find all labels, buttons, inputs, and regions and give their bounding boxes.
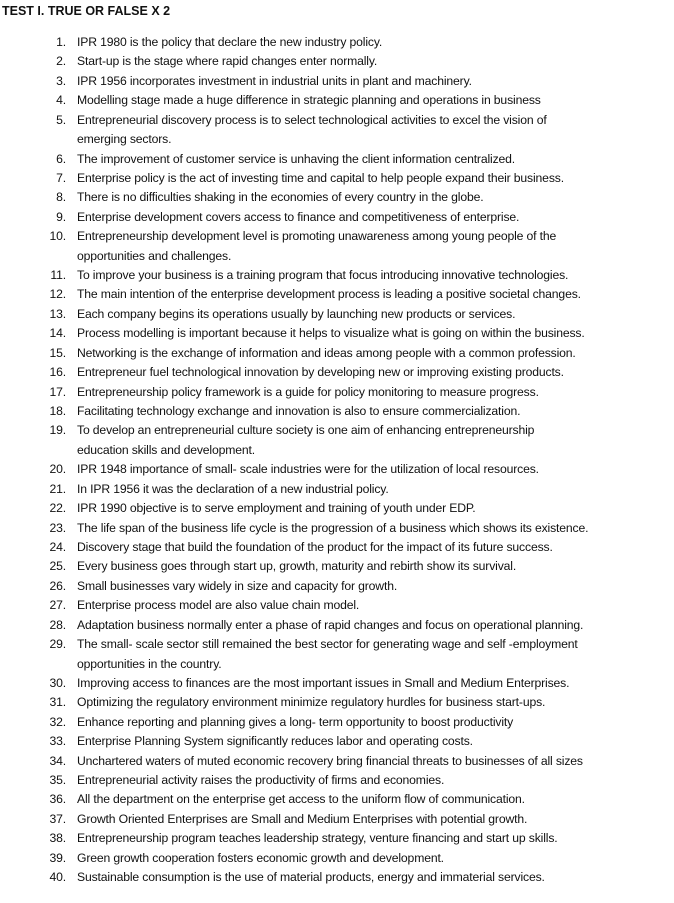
question-text: All the department on the enterprise get access to the uniform flow of communication. [77,792,525,807]
question-item [0,538,674,557]
question-item [0,868,674,887]
question-number: 10. [49,229,66,244]
question-number: 38. [49,831,66,846]
question-item [0,616,674,635]
question-text-continuation: opportunities and challenges. [77,248,232,263]
question-text: Facilitating technology exchange and innovation is also to ensure commercialization. [77,404,521,419]
question-text: Start-up is the stage where rapid changes enter normally. [77,54,378,69]
question-text: There is no difficulties shaking in the economies of every country in the globe. [77,190,484,205]
question-number: 8. [56,190,66,205]
question-number: 22. [49,501,66,516]
question-text: The improvement of customer service is unhaving the client information centralized. [77,151,516,166]
question-item [0,150,674,169]
question-item [0,810,674,829]
question-text: Enterprise policy is the act of investing time and capital to help people expand their business. [77,170,564,185]
question-number: 12. [49,287,66,302]
question-number: 2. [56,54,66,69]
question-number: 31. [49,695,66,710]
question-item [0,305,674,324]
question-item [0,557,674,576]
question-text: Process modelling is important because it helps to visualize what is going on within the business. [77,326,585,341]
question-item [0,266,674,285]
question-text-continuation: education skills and development. [77,442,255,457]
question-text: Modelling stage made a huge difference in strategic planning and operations in business [77,93,541,108]
question-item [0,33,674,52]
question-text: IPR 1956 incorporates investment in industrial units in plant and machinery. [77,73,472,88]
question-item [0,208,674,227]
question-item [0,72,674,91]
question-text: Each company begins its operations usually by launching new products or services. [77,306,516,321]
question-number: 33. [49,734,66,749]
question-item [0,344,674,363]
question-item [0,383,674,402]
question-item [0,829,674,848]
question-number: 9. [56,209,66,224]
question-text: IPR 1980 is the policy that declare the new industry policy. [77,35,383,49]
question-text: Networking is the exchange of information and ideas among people with a common profession. [77,345,576,360]
question-text: Adaptation business normally enter a phase of rapid changes and focus on operational planning. [77,617,584,632]
question-number: 5. [56,112,66,127]
question-text: Entrepreneurial discovery process is to select technological activities to excel the vision of [77,112,547,127]
question-text: Unchartered waters of muted economic recovery bring financial threats to businesses of all sizes [77,753,583,768]
question-item [0,480,674,499]
question-number: 36. [49,792,66,807]
question-text-continuation: emerging sectors. [77,132,172,147]
question-number: 18. [49,404,66,419]
question-text: Enterprise development covers access to finance and competitiveness of enterprise. [77,209,520,224]
question-text: The life span of the business life cycle is the progression of a business which shows its existence. [77,520,589,535]
question-item [0,111,674,150]
question-number: 40. [49,870,66,885]
question-item [0,499,674,518]
question-number: 29. [49,637,66,652]
question-number: 27. [49,598,66,613]
question-number: 39. [49,850,66,865]
question-text: Entrepreneurship program teaches leadership strategy, venture financing and start up skills. [77,831,558,846]
question-text: Optimizing the regulatory environment minimize regulatory hurdles for business start-ups. [77,695,546,710]
question-number: 4. [56,93,66,108]
question-item [0,188,674,207]
question-text: The main intention of the enterprise development process is leading a positive societal changes. [77,287,581,302]
question-item [0,713,674,732]
question-number: 1. [56,35,66,49]
test-heading: TEST I. TRUE OR FALSE X 2 [2,4,171,18]
question-item [0,227,674,266]
question-item [0,635,674,674]
question-number: 14. [49,326,66,341]
question-text: Enhance reporting and planning gives a long- term opportunity to boost productivity [77,714,514,729]
question-item [0,849,674,868]
question-list [0,33,674,888]
question-item [0,460,674,479]
question-text: Every business goes through start up, growth, maturity and rebirth show its survival. [77,559,517,574]
question-number: 16. [49,365,66,380]
question-number: 35. [49,773,66,788]
question-text: Entrepreneurial activity raises the productivity of firms and economies. [77,773,445,788]
question-number: 13. [49,306,66,321]
question-number: 25. [49,559,66,574]
question-number: 26. [49,578,66,593]
question-item [0,402,674,421]
question-text: Entrepreneur fuel technological innovation by developing new or improving existing products. [77,365,564,380]
question-number: 37. [49,811,66,826]
question-number: 21. [49,481,66,496]
question-item [0,91,674,110]
question-text: Growth Oriented Enterprises are Small and Medium Enterprises with potential growth. [77,811,528,826]
question-number: 6. [56,151,66,166]
question-text: Entrepreneurship development level is promoting unawareness among young people of the [77,229,557,244]
question-item [0,693,674,712]
question-number: 24. [49,539,66,554]
question-number: 19. [49,423,66,438]
question-item [0,52,674,71]
question-number: 32. [49,714,66,729]
question-number: 7. [56,170,66,185]
question-text-continuation: opportunities in the country. [77,656,222,671]
question-item [0,519,674,538]
question-text: IPR 1990 objective is to serve employment and training of youth under EDP. [77,501,476,516]
question-text: IPR 1948 importance of small- scale industries were for the utilization of local resources. [77,462,539,477]
question-text: In IPR 1956 it was the declaration of a new industrial policy. [77,481,389,496]
question-text: Discovery stage that build the foundation of the product for the impact of its future success. [77,539,553,554]
question-text: Green growth cooperation fosters economic growth and development. [77,850,444,865]
question-item [0,577,674,596]
question-item [0,771,674,790]
question-text: Small businesses vary widely in size and capacity for growth. [77,578,398,593]
question-text: To improve your business is a training program that focus introducing innovative technologies. [77,268,569,283]
question-number: 20. [49,462,66,477]
question-item [0,732,674,751]
question-text: The small- scale sector still remained the best sector for generating wage and self -employment [77,637,578,652]
question-number: 17. [49,384,66,399]
question-text: Enterprise process model are also value chain model. [77,598,360,613]
question-number: 28. [49,617,66,632]
question-item [0,596,674,615]
question-item [0,324,674,343]
question-text: Enterprise Planning System significantly reduces labor and operating costs. [77,734,473,749]
question-item [0,285,674,304]
question-text: Sustainable consumption is the use of material products, energy and immaterial services. [77,870,545,885]
question-item [0,752,674,771]
question-number: 23. [49,520,66,535]
question-number: 34. [49,753,66,768]
question-text: To develop an entrepreneurial culture society is one aim of enhancing entrepreneurship [77,423,535,438]
question-item [0,790,674,809]
question-item [0,421,674,460]
question-item [0,169,674,188]
question-text: Entrepreneurship policy framework is a guide for policy monitoring to measure progress. [77,384,539,399]
question-number: 11. [50,268,66,283]
question-number: 30. [49,675,66,690]
question-number: 3. [56,73,66,88]
question-text: Improving access to finances are the most important issues in Small and Medium Enterprises. [77,675,570,690]
question-number: 15. [49,345,66,360]
question-item [0,674,674,693]
question-item [0,363,674,382]
